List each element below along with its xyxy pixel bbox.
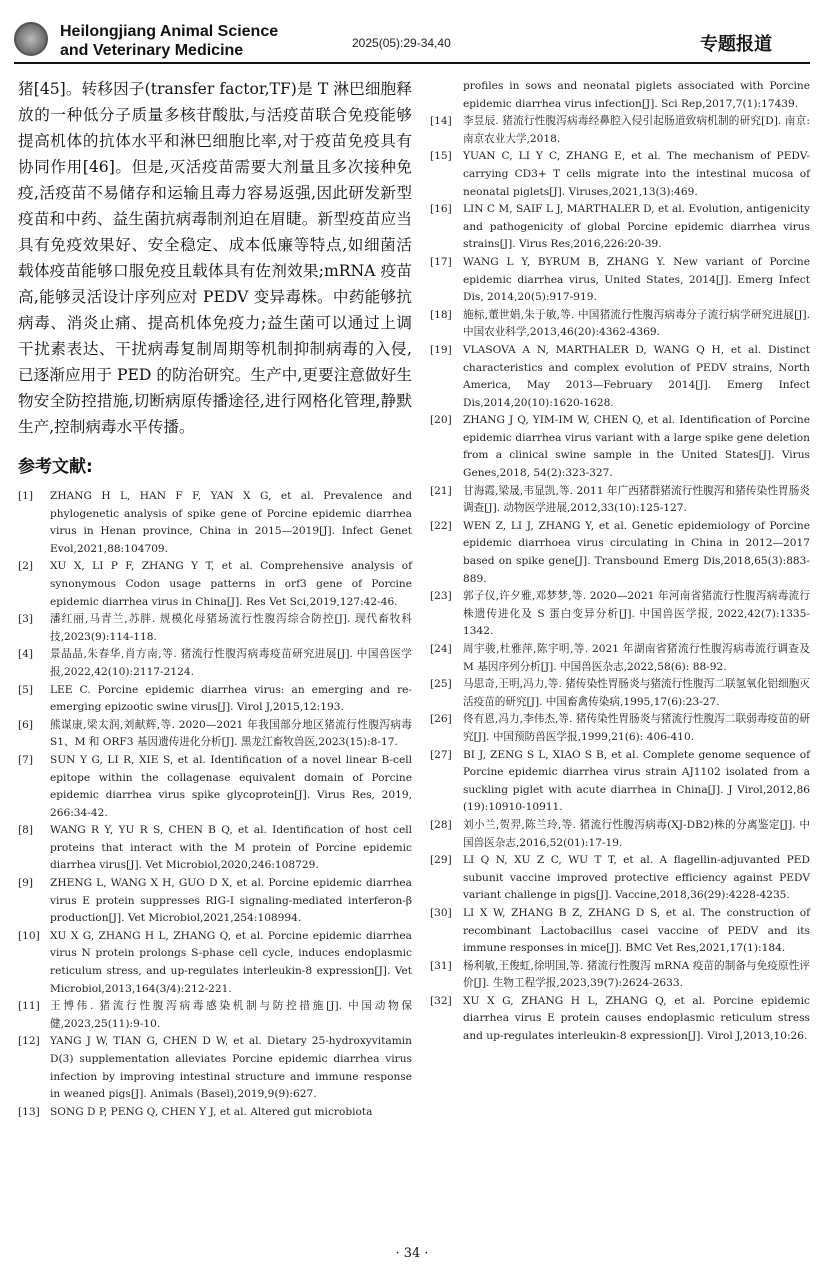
reference-item [430, 113, 810, 148]
reference-number: [26] [430, 713, 452, 726]
reference-number: [20] [430, 414, 452, 427]
reference-number: [19] [430, 343, 452, 356]
reference-number: [29] [430, 854, 452, 867]
reference-item [430, 905, 810, 958]
reference-item [18, 488, 412, 558]
reference-text: XU X G, ZHANG H L, ZHANG Q, et al. Porcine epidemic diarrhea virus N protein prolongs S-phase cell cycle, induces endoplasmic reticulum stress, and up-regulates interleukin-8 expression[J]. Vet Microbiol,2013,164(3/4):212-221. [50, 929, 412, 995]
reference-text: 李昱辰. 猪流行性腹泻病毒经鼻腔入侵引起肠道致病机制的研究[D]. 南京:南京农业大学,2018. [463, 115, 810, 145]
reference-number: [31] [430, 959, 452, 972]
reference-continuation: profiles in sows and neonatal piglets associated with Porcine epidemic diarrhea virus infection[J]. Sci Rep,2017,7(1):17439. [463, 80, 810, 110]
reference-text: 施标,董世娟,朱于敏,等. 中国猪流行性腹泻病毒分子流行病学研究进展[J]. 中国农业科学,2013,46(20):4362-4369. [463, 308, 810, 339]
reference-number: [8] [18, 824, 34, 837]
reference-text: 景晶晶,朱春华,肖方南,等. 猪流行性腹泻病毒疫苗研究进展[J]. 中国兽医学报,2022,42(10):2117-2124. [50, 648, 412, 678]
reference-item [430, 201, 810, 254]
reference-number: [15] [430, 150, 452, 163]
reference-number: [10] [18, 929, 40, 942]
reference-item [18, 646, 412, 681]
reference-number: [18] [430, 308, 452, 321]
reference-text: WANG L Y, BYRUM B, ZHANG Y. New variant of Porcine epidemic diarrhea virus, United States, 2014[J]. Emerg Infect Dis, 2014,20(5):917-919. [463, 255, 810, 304]
reference-number: [17] [430, 255, 452, 268]
reference-item [18, 1104, 412, 1122]
reference-text: LIN C M, SAIF L J, MARTHALER D, et al. Evolution, antigenicity and pathogenicity of global Porcine epidemic diarrhea virus strains[J]. Virus Res,2016,226:20-39. [463, 203, 810, 251]
reference-number: [22] [430, 519, 452, 532]
reference-number: [28] [430, 818, 452, 831]
reference-number: [12] [18, 1035, 40, 1048]
reference-item [430, 747, 810, 817]
page-number: · 34 · [395, 1246, 429, 1261]
reference-text: XU X G, ZHANG H L, ZHANG Q, et al. Porcine epidemic diarrhea virus E protein causes endoplasmic reticulum stress and up-regulates interleukin-8 expression[J]. Virol J,2013,10:26. [463, 994, 810, 1043]
reference-text: 佟有恩,冯力,李伟杰,等. 猪传染性胃肠炎与猪流行性腹泻二联弱毒疫苗的研究[J]. 中国预防兽医学报,1999,21(6): 406-410. [463, 713, 810, 743]
reference-text: VLASOVA A N, MARTHALER D, WANG Q H, et al. Distinct characteristics and complex evolution of PEDV strains, North America, May 2013—February 2014[J]. Emerg Infect Dis,2014,20(10):1620-1628. [463, 343, 810, 409]
reference-text: SONG D P, PENG Q, CHEN Y J, et al. Altered gut microbiota [50, 1105, 373, 1118]
reference-number: [6] [18, 718, 34, 731]
journal-title-line-2: and Veterinary Medicine [60, 42, 244, 59]
reference-item [430, 254, 810, 307]
reference-item [430, 711, 810, 746]
reference-text: LEE C. Porcine epidemic diarrhea virus: an emerging and re-emerging epizootic swine virus[J]. Virol J,2015,12:193. [50, 683, 412, 714]
reference-number: [1] [18, 490, 34, 502]
reference-text: ZHENG L, WANG X H, GUO D X, et al. Porcine epidemic diarrhea virus E protein suppresses RIG-I signaling-mediated interferon-β production[J]. Vet Microbiol,2021,254:108994. [50, 877, 412, 925]
reference-number: [32] [430, 994, 452, 1007]
reference-text: ZHANG H L, HAN F F, YAN X G, et al. Prevalence and phylogenetic analysis of spike gene of Porcine epidemic diarrhea virus in Henan province, China in 2015—2019[J]. Infect Genet Evol,2021,88:104709. [50, 490, 412, 555]
reference-item [18, 558, 412, 611]
reference-number: [2] [18, 560, 34, 573]
reference-number: [30] [430, 906, 452, 919]
reference-text: 杨利敏,王俊虹,徐明国,等. 猪流行性腹泻 mRNA 疫苗的制备与免疫原性评价[J]. 生物工程学报,2023,39(7):2624-2633. [463, 959, 810, 990]
references-heading: 参考文献: [18, 457, 93, 477]
body-paragraph: 猪[45]。转移因子(transfer factor,TF)是 T 淋巴细胞释放的一种低分子质量多核苷酸肽,与活疫苗联合免疫能够提高机体的抗体水平和淋巴细胞比率,对于疫苗免疫具有协同作用[46]。但是,灭活疫苗需要大剂量且多次接种免疫,活疫苗不易储存和运输且毒力容易返强,因此研发新型疫苗和中药、益生菌抗病毒制剂迫在眉睫。新型疫苗应当具有免疫效果好、安全稳定、成本低廉等特点,如细菌活载体疫苗能够口服免疫且载体具有佐剂效果;mRNA 疫苗高,能够灵活设计序列应对 PEDV 变异毒株。中药能够抗病毒、消炎止痛、提高机体免疫力;益生菌可以通过上调干扰素表达、干扰病毒复制周期等机制抑制病毒的入侵,已逐渐应用于 PED 的防治研究。生产中,更要注意做好生物安全防控措施,切断病原传播途径,进行网格化管理,静默生产,控制病毒水平传播。 [18, 80, 412, 436]
reference-item [18, 875, 412, 928]
reference-number: [25] [430, 678, 452, 691]
references-right-column [430, 78, 810, 1046]
reference-text: BI J, ZENG S L, XIAO S B, et al. Complete genome sequence of Porcine epidemic diarrhea virus strain AJ1102 isolated from a suckling piglet with acute diarrhea in China[J]. J Virol,2012,86 (19):10910-10911. [463, 748, 810, 814]
reference-item [18, 682, 412, 717]
reference-text: 潘红丽,马青兰,苏胖. 规模化母猪场流行性腹泻综合防控[J]. 现代畜牧科技,2023(9):114-118. [50, 613, 412, 643]
reference-text: 刘小兰,贺羿,陈兰玲,等. 猪流行性腹泻病毒(XJ-DB2)株的分离鉴定[J]. 中国兽医杂志,2016,52(01):17-19. [463, 818, 810, 849]
reference-number: [7] [18, 753, 34, 766]
reference-item [18, 822, 412, 875]
reference-item [430, 852, 810, 905]
reference-item [430, 148, 810, 201]
reference-number: [27] [430, 748, 452, 761]
reference-item [430, 588, 810, 641]
reference-item [430, 412, 810, 482]
reference-item [18, 717, 412, 752]
reference-item [430, 676, 810, 711]
reference-item [430, 817, 810, 852]
reference-text: 马思奇,王明,冯力,等. 猪传染性胃肠炎与猪流行性腹泻二联氢氧化铝细胞灭活疫苗的研究[J]. 中国畜禽传染病,1995,17(6):23-27. [463, 678, 810, 708]
reference-item [430, 993, 810, 1046]
reference-item [430, 342, 810, 412]
reference-item [18, 611, 412, 646]
reference-text: SUN Y G, LI R, XIE S, et al. Identification of a novel linear B-cell epitope within the collagenase equivalent domain of Porcine epidemic diarrhea virus spike glycoprotein[J]. Virus Res, 2019, 266:34-42. [50, 753, 412, 819]
reference-item [430, 958, 810, 993]
reference-text: YUAN C, LI Y C, ZHANG E, et al. The mechanism of PEDV-carrying CD3+ T cells migrate into the intestinal mucosa of neonatal piglets[J]. Viruses,2021,13(3):469. [463, 150, 810, 198]
reference-text: YANG J W, TIAN G, CHEN D W, et al. Dietary 25-hydroxyvitamin D(3) supplementation alleviates Porcine epidemic diarrhea virus infection by improving intestinal structure and immune response in weaned pigs[J]. Animals (Basel),2019,9(9):627. [50, 1035, 412, 1101]
section-label: 专题报道 [700, 34, 772, 55]
reference-number: [24] [430, 643, 452, 655]
reference-number: [16] [430, 203, 452, 216]
reference-item [18, 998, 412, 1033]
reference-text: 周宇骏,杜雅萍,陈宇明,等. 2021 年湖南省猪流行性腹泻病毒流行调查及 M 基因序列分析[J]. 中国兽医杂志,2022,58(6): 88-92. [463, 643, 810, 673]
reference-text: 郭子仪,许夕雅,邓梦梦,等. 2020—2021 年河南省猪流行性腹泻病毒流行株遗传进化及 S 蛋白变异分析[J]. 中国兽医学报, 2022,42(7):1335-1342. [463, 590, 810, 638]
reference-item [430, 641, 810, 676]
reference-item [18, 752, 412, 822]
reference-number: [4] [18, 648, 34, 661]
reference-number: [21] [430, 484, 452, 497]
reference-item [430, 518, 810, 588]
reference-number: [13] [18, 1105, 40, 1118]
reference-number: [11] [18, 1000, 40, 1013]
journal-logo-icon [14, 22, 48, 56]
journal-title [60, 22, 278, 60]
journal-title-line-1: Heilongjiang Animal Science [60, 23, 279, 40]
reference-text: 王博伟. 猪流行性腹泻病毒感染机制与防控措施[J]. 中国动物保健,2023,25(11):9-10. [50, 1000, 412, 1030]
issue-info: 2025(05):29-34,40 [352, 36, 451, 50]
reference-item [430, 483, 810, 518]
reference-number: [5] [18, 683, 34, 696]
reference-number: [23] [430, 590, 452, 603]
reference-item [18, 1033, 412, 1103]
reference-text: ZHANG J Q, YIM-IM W, CHEN Q, et al. Identification of Porcine epidemic diarrhea virus variant with a large spike gene deletion from a clinical swine sample in the United States[J]. Virus Genes,2018, 54(2):323-327. [463, 414, 810, 480]
reference-item [18, 928, 412, 998]
references-left-column [18, 488, 412, 1121]
reference-number: [9] [18, 877, 34, 890]
reference-number: [14] [430, 115, 452, 128]
reference-text: LI Q N, XU Z C, WU T T, et al. A flagellin-adjuvanted PED subunit vaccine improved protective efficiency against PEDV variant challenge in pigs[J]. Vaccine,2018,36(29):4228-4235. [463, 854, 810, 902]
reference-number: [3] [18, 613, 34, 626]
reference-text: XU X, LI P F, ZHANG Y T, et al. Comprehensive analysis of synonymous Codon usage patterns in orf3 gene of Porcine epidemic diarrhea virus in China[J]. Res Vet Sci,2019,127:42-46. [50, 560, 412, 608]
reference-text: LI X W, ZHANG B Z, ZHANG D S, et al. The construction of recombinant Lactobacillus casei vaccine of PEDV and its immune responses in mice[J]. BMC Vet Res,2021,17(1):184. [463, 906, 810, 955]
reference-text: WANG R Y, YU R S, CHEN B Q, et al. Identification of host cell proteins that interact with the M protein of Porcine epidemic diarrhea virus[J]. Vet Microbiol,2020,246:108729. [50, 824, 412, 872]
header-rule [14, 62, 810, 64]
reference-text: WEN Z, LI J, ZHANG Y, et al. Genetic epidemiology of Porcine epidemic diarrhoea virus circulating in China in 2012—2017 based on spike gene[J]. Transbound Emerg Dis,2018,65(3):883-889. [463, 519, 810, 585]
reference-text: 甘海霞,梁晟,韦显凯,等. 2011 年广西猪群猪流行性腹泻和猪传染性胃肠炎调查[J]. 动物医学进展,2012,33(10):125-127. [463, 484, 810, 515]
page-header [0, 0, 824, 68]
reference-text: 熊谋康,梁太润,刘献辉,等. 2020—2021 年我国部分地区猪流行性腹泻病毒 S1、M 和 ORF3 基因遗传进化分析[J]. 黑龙江畜牧兽医,2023(15):8-17. [50, 718, 412, 749]
reference-item [430, 307, 810, 342]
